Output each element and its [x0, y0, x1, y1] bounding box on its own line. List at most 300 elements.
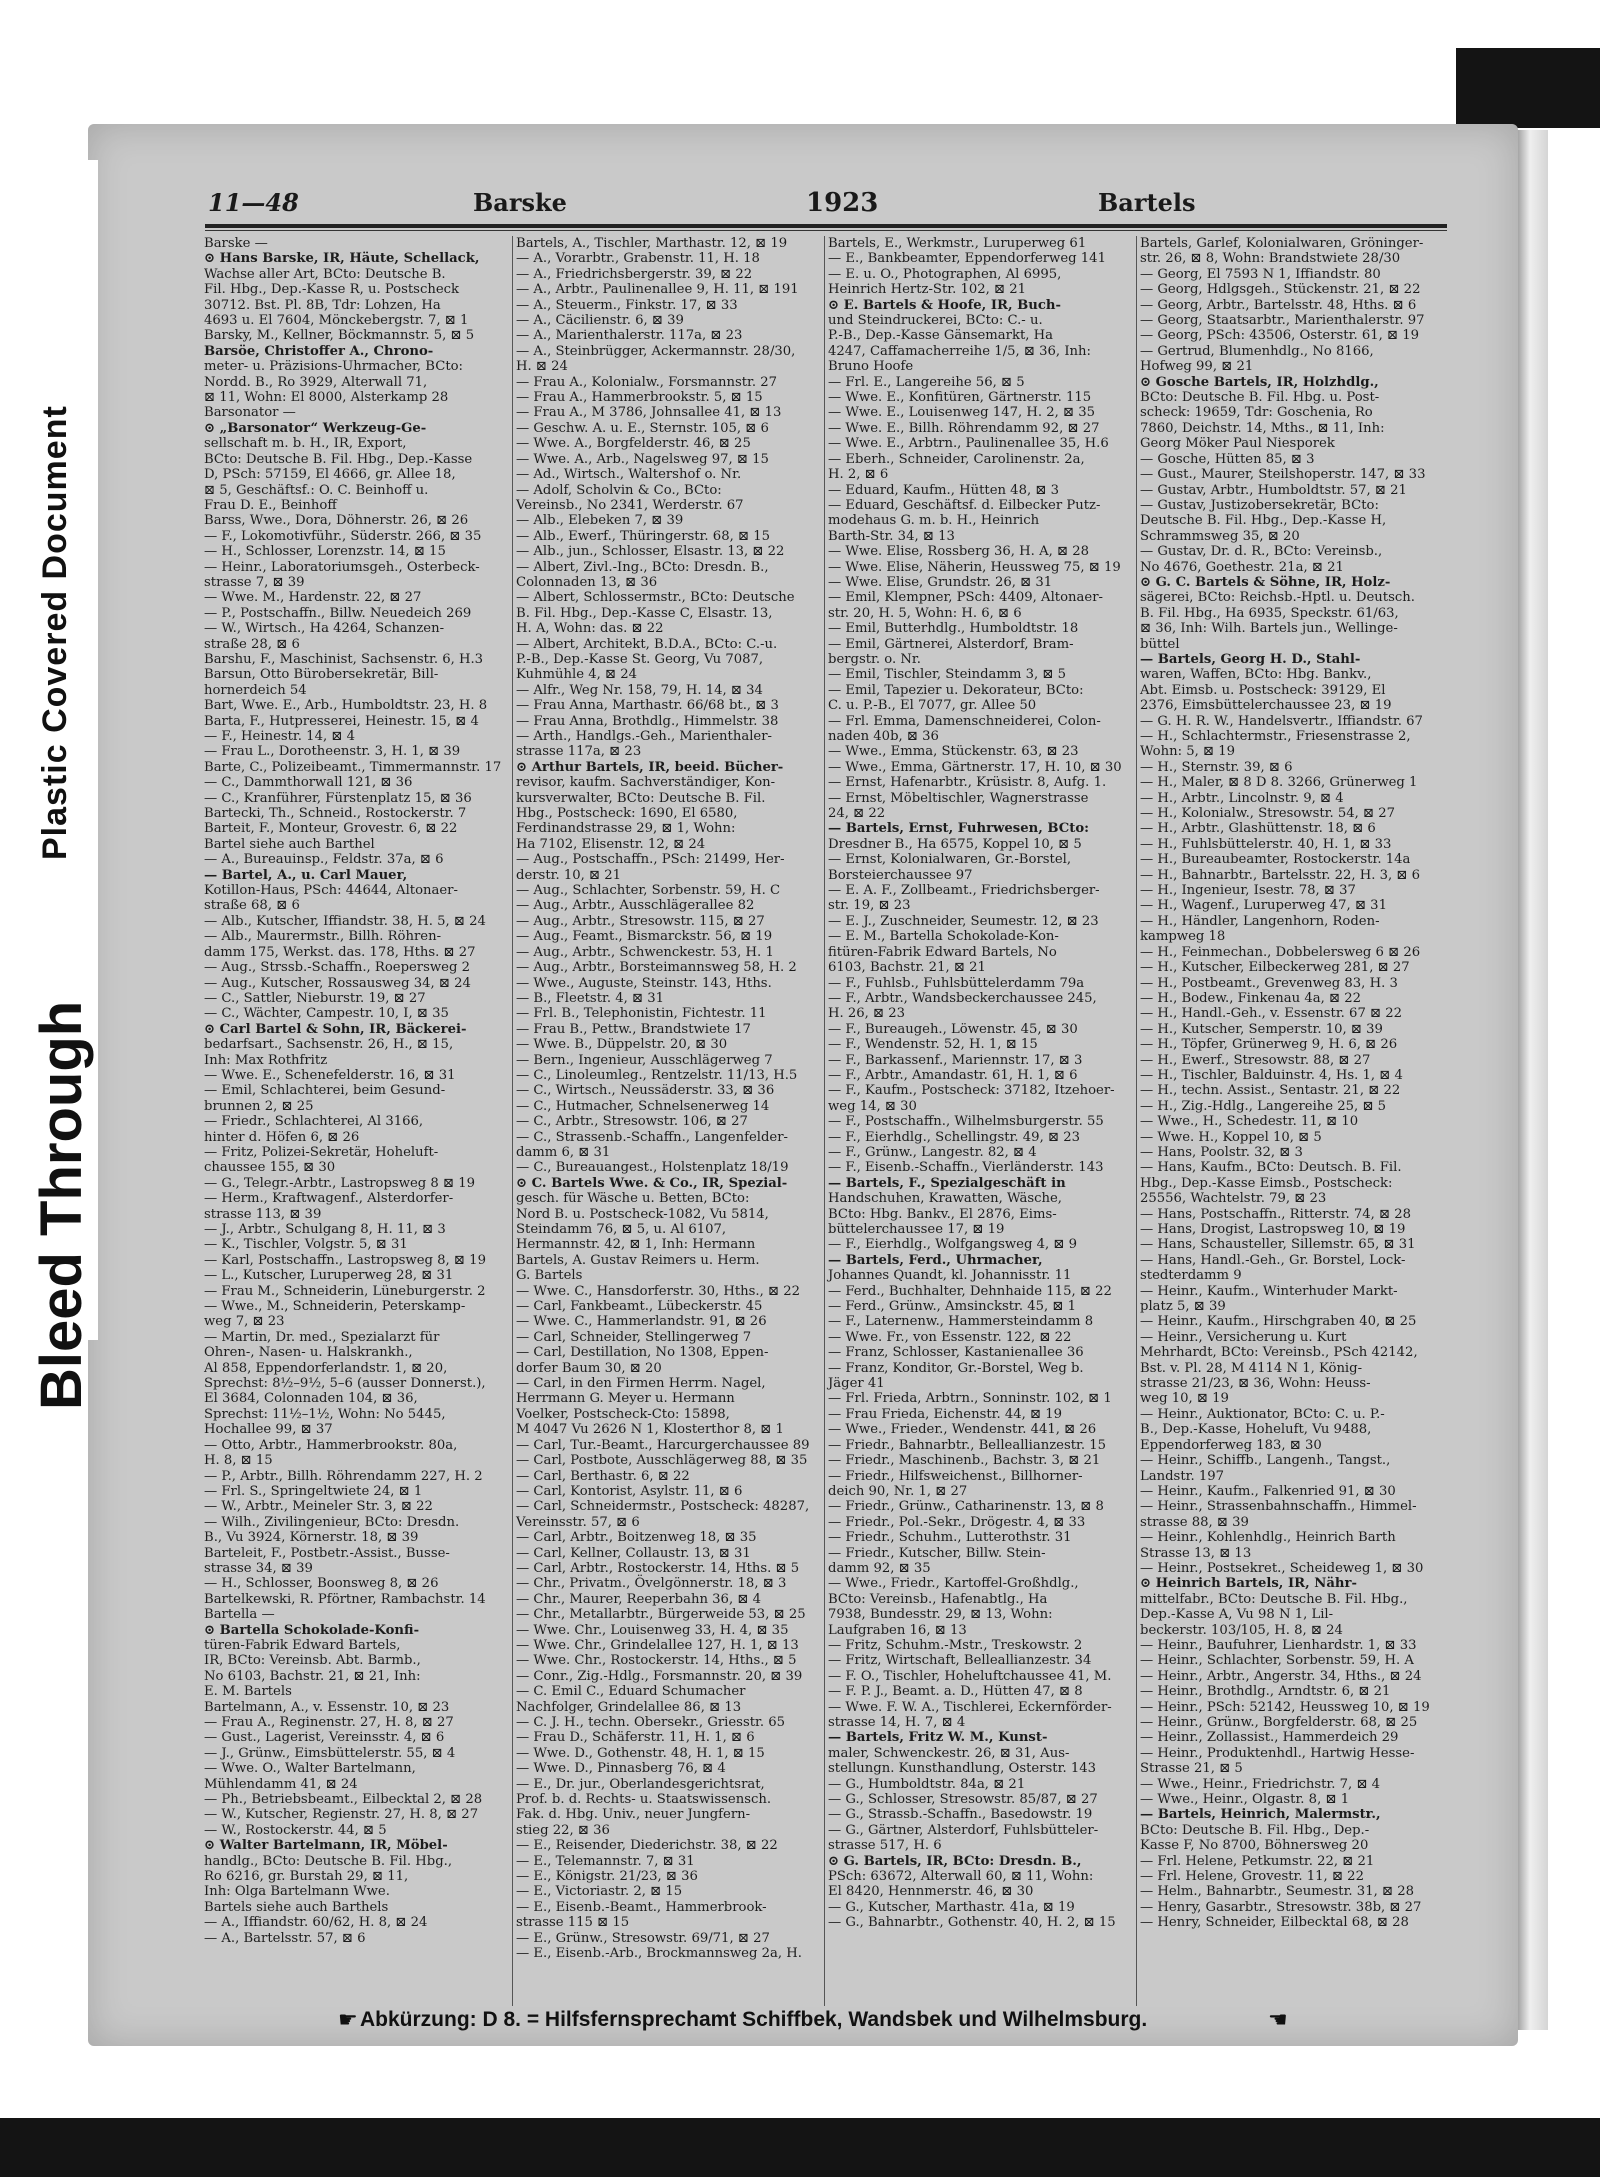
directory-entry-line: — Aug., Arbtr., Stresowstr. 115, ⊠ 27	[516, 913, 765, 929]
directory-entry-line: — W., Rostockerstr. 44, ⊠ 5	[204, 1822, 387, 1838]
directory-entry-line: Hochallee 99, ⊠ 37	[204, 1422, 333, 1438]
footer-text: Abkürzung: D 8. = Hilfsfernsprechamt Schiffbek, Wandsbek und Wilhelmsburg.	[360, 2008, 1148, 2031]
directory-entry-line: BCto: Deutsche B. Fil. Hbg., Dep.-Kasse	[204, 451, 473, 467]
directory-entry-line: strasse 14, H. 7, ⊠ 4	[828, 1715, 966, 1730]
directory-entry-line: — Frau A., M 3786, Johnsallee 41, ⊠ 13	[516, 405, 782, 421]
directory-entry-line: — Hans, Kaufm., BCto: Deutsch. B. Fil.	[1140, 1160, 1402, 1176]
directory-entry-line: BCto: Hbg. Bankv., El 2876, Eims-	[828, 1206, 1057, 1222]
directory-entry-line: Fil. Hbg., Dep.-Kasse R, u. Postscheck	[204, 282, 460, 298]
directory-entry-line: — Wwe., M., Schneiderin, Peterskamp-	[204, 1299, 466, 1315]
directory-entry-line: P.-B., Dep.-Kasse Gänsemarkt, Ha	[828, 328, 1053, 344]
directory-entry-line: — Emil, Schlachterei, beim Gesund-	[204, 1083, 446, 1099]
directory-entry-line: — J., Grünw., Eimsbüttelerstr. 55, ⊠ 4	[204, 1745, 456, 1761]
directory-entry-line: — Carl, Arbtr., Boitzenweg 18, ⊠ 35	[516, 1530, 757, 1546]
directory-entry-line: Wohn: 5, ⊠ 19	[1140, 744, 1236, 760]
directory-entry-line: — C., Wirtsch., Neussäderstr. 33, ⊠ 36	[516, 1083, 775, 1099]
directory-entry-line: ⊙ Hans Barske, IR, Häute, Schellack,	[204, 251, 480, 267]
directory-entry-line: Steindamm 76, ⊠ 5, u. Al 6107,	[516, 1222, 727, 1237]
directory-entry-line: — Chr., Metallarbtr., Bürgerweide 53, ⊠ 25	[516, 1607, 806, 1623]
directory-entry-line: — Bartels, Ferd., Uhrmacher,	[828, 1252, 1043, 1268]
directory-entry-line: — W., Kutscher, Regienstr. 27, H. 8, ⊠ 27	[204, 1807, 479, 1823]
directory-entry-line: ⊙ „Barsonator“ Werkzeug-Ge-	[204, 420, 427, 436]
directory-entry-line: — Frl. Helene, Petkumstr. 22, ⊠ 21	[1140, 1853, 1375, 1869]
directory-entry-line: — Wwe. M., Hardenstr. 22, ⊠ 27	[204, 590, 422, 606]
directory-entry-line: ⊠ 5, Geschäftsf.: O. C. Beinhoff u.	[204, 482, 429, 498]
directory-entry-line: — F., Eierhdlg., Wolfgangsweg 4, ⊠ 9	[828, 1237, 1078, 1253]
directory-entry-line: — F. P. J., Beamt. a. D., Hütten 47, ⊠ 8	[828, 1684, 1083, 1700]
directory-entry-line: — E., Victoriastr. 2, ⊠ 15	[516, 1884, 683, 1900]
directory-entry-line: — Wwe. E., Louisenweg 147, H. 2, ⊠ 35	[828, 405, 1096, 421]
directory-entry-line: H. ⊠ 24	[516, 359, 568, 375]
directory-entry-line: — Wwe. C., Hammerlandstr. 91, ⊠ 26	[516, 1314, 767, 1330]
directory-entry-line: — E. M., Bartella Schokolade-Kon-	[828, 929, 1059, 945]
directory-entry-line: — Albert, Architekt, B.D.A., BCto: C.-u.	[516, 636, 778, 652]
directory-entry-line: Landstr. 197	[1140, 1468, 1225, 1484]
directory-entry-line: — Wwe. Chr., Rostockerstr. 14, Hths., ⊠ 5	[516, 1653, 797, 1669]
directory-entry-line: — Heinr., Strassenbahnschaffn., Himmel-	[1140, 1499, 1417, 1515]
pointing-hand-right-icon: ☚	[1268, 2008, 1288, 2033]
scan-border-bottom	[0, 2118, 1600, 2177]
directory-entry-line: — A., Steuerm., Finkstr. 17, ⊠ 33	[516, 297, 738, 313]
directory-entry-line: weg 7, ⊠ 23	[204, 1314, 285, 1330]
directory-entry-line: — E. J., Zuschneider, Seumestr. 12, ⊠ 23	[828, 913, 1099, 929]
directory-entry-line: Bartella —	[204, 1607, 275, 1623]
directory-entry-line: — F. O., Tischler, Hoheluftchaussee 41, M.	[828, 1668, 1112, 1684]
directory-entry-line: — Gust., Maurer, Steilshoperstr. 147, ⊠ 33	[1140, 467, 1426, 483]
directory-entry-line: Bst. v. Pl. 28, M 4114 N 1, König-	[1140, 1360, 1363, 1376]
directory-entry-line: — C., Wächter, Campestr. 10, I, ⊠ 35	[204, 1006, 449, 1022]
directory-entry-line: — Friedr., Schlachterei, Al 3166,	[204, 1114, 424, 1130]
directory-entry-line: Mehrhardt, BCto: Vereinsb., PSch 42142,	[1140, 1345, 1418, 1361]
directory-entry-line: beckerstr. 103/105, H. 8, ⊠ 24	[1140, 1622, 1343, 1638]
directory-entry-line: Colonnaden 13, ⊠ 36	[516, 574, 658, 590]
page-edge	[1518, 130, 1548, 2030]
column-divider	[824, 236, 825, 2006]
directory-entry-line: — H., Bahnarbtr., Bartelsstr. 22, H. 3, ⊠ 6	[1140, 867, 1421, 883]
directory-entry-line: — H., Wagenf., Luruperweg 47, ⊠ 31	[1140, 898, 1387, 914]
directory-entry-line: — Wwe. A., Arb., Nagelsweg 97, ⊠ 15	[516, 451, 769, 467]
directory-entry-line: — Franz, Schlosser, Kastanienallee 36	[828, 1345, 1084, 1361]
directory-entry-line: Wachse aller Art, BCto: Deutsche B.	[204, 266, 446, 282]
directory-entry-line: — Alb., jun., Schlosser, Elsastr. 13, ⊠ 22	[516, 544, 785, 560]
directory-entry-line: — G., Telegr.-Arbtr., Lastropsweg 8 ⊠ 19	[204, 1175, 476, 1191]
directory-entry-line: — Eduard, Kaufm., Hütten 48, ⊠ 3	[828, 482, 1059, 498]
directory-entry-line: — Wwe. Fr., von Essenstr. 122, ⊠ 22	[828, 1329, 1072, 1345]
directory-entry-line: — Wwe. E., Arbtrn., Paulinenallee 35, H.6	[828, 436, 1109, 452]
directory-entry-line: — Ferd., Grünw., Amsinckstr. 45, ⊠ 1	[828, 1299, 1077, 1315]
plastic-covered-label: Plastic Covered Document	[36, 405, 74, 860]
directory-entry-line: Kasse F, No 8700, Böhnersweg 20	[1140, 1838, 1369, 1854]
directory-entry-line: 4693 u. El 7604, Mönckebergstr. 7, ⊠ 1	[204, 313, 469, 329]
directory-entry-line: — C., Arbtr., Stresowstr. 106, ⊠ 27	[516, 1114, 748, 1130]
directory-entry-line: — F., Fuhlsb., Fuhlsbüttelerdamm 79a	[828, 975, 1085, 991]
directory-entry-line: — Herm., Kraftwagenf., Alsterdorfer-	[204, 1191, 454, 1207]
directory-entry-line: — Frau B., Pettw., Brandstwiete 17	[516, 1021, 751, 1037]
directory-entry-line: — Emil, Klempner, PSch: 4409, Altonaer-	[828, 590, 1103, 606]
directory-entry-line: — H., Kutscher, Eilbeckerweg 281, ⊠ 27	[1140, 960, 1410, 976]
directory-entry-line: — Wwe., Auguste, Steinstr. 143, Hths.	[516, 975, 772, 991]
directory-entry-line: — Gustav, Dr. d. R., BCto: Vereinsb.,	[1140, 544, 1383, 560]
directory-entry-line: Ohren-, Nasen- u. Halskrankh.,	[204, 1345, 413, 1361]
directory-entry-line: — A., Marienthalerstr. 117a, ⊠ 23	[516, 328, 743, 344]
directory-entry-line: büttelerchaussee 17, ⊠ 19	[828, 1222, 1005, 1237]
directory-entry-line: Dep.-Kasse A, Vu 98 N 1, Lil-	[1140, 1607, 1334, 1623]
directory-entry-line: damm 6, ⊠ 31	[516, 1144, 611, 1160]
directory-entry-line: Bartel siehe auch Barthel	[204, 836, 375, 852]
directory-entry-line: — F., Wendenstr. 52, H. 1, ⊠ 15	[828, 1037, 1038, 1053]
directory-entry-line: El 8420, Hennmerstr. 46, ⊠ 30	[828, 1884, 1034, 1900]
directory-entry-line: Bartelmann, A., v. Essenstr. 10, ⊠ 23	[204, 1699, 450, 1715]
directory-entry-line: — Wwe. A., Borgfelderstr. 46, ⊠ 25	[516, 436, 751, 452]
directory-entry-line: — Friedr., Schuhm., Lutterothstr. 31	[828, 1530, 1072, 1546]
directory-entry-line: BCto: Deutsche B. Fil. Hbg. u. Post-	[1140, 390, 1380, 406]
directory-entry-line: — Wwe., Friedr., Kartoffel-Großhdlg.,	[828, 1576, 1079, 1592]
directory-entry-line: — J., Arbtr., Schulgang 8, H. 11, ⊠ 3	[204, 1222, 446, 1237]
directory-entry-line: — G., Bahnarbtr., Gothenstr. 40, H. 2, ⊠ 15	[828, 1915, 1116, 1931]
directory-entry-line: stieg 22, ⊠ 36	[516, 1822, 610, 1838]
directory-entry-line: — Hans, Handl.-Geh., Gr. Borstel, Lock-	[1140, 1252, 1406, 1268]
column-divider	[1136, 236, 1137, 2006]
directory-entry-line: — Carl, Fankbeamt., Lübeckerstr. 45	[516, 1299, 763, 1315]
directory-entry-line: — C. J. H., techn. Obersekr., Griesstr. 65	[516, 1715, 786, 1730]
directory-entry-line: — Georg, Arbtr., Bartelsstr. 48, Hths. ⊠ 6	[1140, 297, 1417, 313]
directory-entry-line: — E. A. F., Zollbeamt., Friedrichsberger-	[828, 883, 1100, 899]
directory-entry-line: D, PSch: 57159, El 4666, gr. Allee 18,	[204, 467, 456, 483]
directory-entry-line: chaussee 155, ⊠ 30	[204, 1160, 336, 1176]
directory-entry-line: und Steindruckerei, BCto: C.- u.	[828, 313, 1043, 329]
directory-entry-line: — Frau M., Schneiderin, Lüneburgerstr. 2	[204, 1283, 486, 1299]
directory-entry-line: — W., Wirtsch., Ha 4264, Schanzen-	[204, 621, 445, 637]
directory-entry-line: Hbg., Postscheck: 1690, El 6580,	[516, 806, 738, 822]
directory-column-4	[1140, 236, 1430, 2008]
directory-entry-line: bergstr. o. Nr.	[828, 651, 921, 667]
directory-entry-line: Inh: Max Rothfritz	[204, 1052, 328, 1068]
directory-entry-line: — Bartels, F., Spezialgeschäft in	[828, 1175, 1066, 1191]
directory-entry-line: — Wwe. Elise, Rossberg 36, H. A, ⊠ 28	[828, 544, 1089, 560]
directory-entry-line: dorfer Baum 30, ⊠ 20	[516, 1360, 662, 1376]
directory-entry-line: H. 26, ⊠ 23	[828, 1006, 906, 1022]
directory-entry-line: — Carl, Tur.-Beamt., Harcurgerchaussee 89	[516, 1437, 810, 1453]
directory-entry-line: — Wwe. D., Gothenstr. 48, H. 1, ⊠ 15	[516, 1745, 765, 1761]
directory-entry-line: Nord B. u. Postscheck-1082, Vu 5814,	[516, 1206, 769, 1222]
directory-entry-line: M 4047 Vu 2626 N 1, Klosterthor 8, ⊠ 1	[516, 1422, 784, 1438]
directory-entry-line: — Otto, Arbtr., Hammerbrookstr. 80a,	[204, 1437, 458, 1453]
directory-entry-line: — Frau Anna, Brothdlg., Himmelstr. 38	[516, 713, 779, 729]
directory-entry-line: — Frl. E., Langereihe 56, ⊠ 5	[828, 374, 1025, 390]
directory-entry-line: — C., Strassenb.-Schaffn., Langenfelder-	[516, 1129, 788, 1145]
directory-entry-line: — A., Cäcilienstr. 6, ⊠ 39	[516, 313, 684, 329]
directory-entry-line: Hofweg 99, ⊠ 21	[1140, 359, 1254, 375]
directory-entry-line: gesch. für Wäsche u. Betten, BCto:	[516, 1191, 750, 1207]
directory-entry-line: Dresdner B., Ha 6575, Koppel 10, ⊠ 5	[828, 836, 1082, 852]
directory-entry-line: stellungn. Kunsthandlung, Osterstr. 143	[828, 1761, 1097, 1777]
directory-entry-line: — Wilh., Zivilingenieur, BCto: Dresdn.	[204, 1514, 460, 1530]
directory-entry-line: — G. H. R. W., Handelsvertr., Iffiandstr. 67	[1140, 713, 1423, 729]
directory-entry-line: — Carl, Postbote, Ausschlägerweg 88, ⊠ 35	[516, 1453, 808, 1469]
directory-entry-line: derstr. 10, ⊠ 21	[516, 867, 622, 883]
directory-entry-line: — Ernst, Kolonialwaren, Gr.-Borstel,	[828, 852, 1072, 868]
directory-entry-line: — H., Maler, ⊠ 8 D 8. 3266, Grünerweg 1	[1140, 775, 1418, 791]
directory-entry-line: türen-Fabrik Edward Bartels,	[204, 1637, 401, 1653]
directory-entry-line: Bartels, A. Gustav Reimers u. Herm.	[516, 1252, 760, 1268]
directory-entry-line: — B., Fleetstr. 4, ⊠ 31	[516, 990, 665, 1006]
directory-entry-line: Barta, F., Hutpresserei, Heinestr. 15, ⊠ 4	[204, 713, 479, 729]
directory-entry-line: — Bern., Ingenieur, Ausschlägerweg 7	[516, 1052, 773, 1068]
directory-entry-line: — Heinr., Kaufm., Winterhuder Markt-	[1140, 1283, 1398, 1299]
directory-entry-line: 2376, Eimsbüttelerchaussee 23, ⊠ 19	[1140, 698, 1392, 714]
directory-entry-line: — G., Schlosser, Stresowstr. 85/87, ⊠ 27	[828, 1792, 1098, 1808]
directory-entry-line: — Eberh., Schneider, Carolinenstr. 2a,	[828, 451, 1085, 467]
directory-entry-line: B. Fil. Hbg., Dep.-Kasse C, Elsastr. 13,	[516, 605, 773, 621]
directory-entry-line: — F., Arbtr., Wandsbeckerchaussee 245,	[828, 990, 1097, 1006]
directory-entry-line: — Wwe., Emma, Stückenstr. 63, ⊠ 23	[828, 744, 1079, 760]
directory-entry-line: — E., Eisenb.-Beamt., Hammerbrook-	[516, 1899, 767, 1915]
directory-entry-line: — H., Schlosser, Lorenzstr. 14, ⊠ 15	[204, 544, 446, 560]
directory-entry-line: — Bartels, Fritz W. M., Kunst-	[828, 1730, 1048, 1746]
directory-entry-line: — Heinr., Grünw., Borgfelderstr. 68, ⊠ 25	[1140, 1715, 1418, 1730]
directory-entry-line: — Aug., Feamt., Bismarckstr. 56, ⊠ 19	[516, 929, 773, 945]
directory-entry-line: Frau D. E., Beinhoff	[204, 497, 337, 513]
directory-entry-line: damm 92, ⊠ 35	[828, 1560, 931, 1576]
directory-entry-line: — F., Kaufm., Postscheck: 37182, Itzehoer-	[828, 1083, 1115, 1099]
directory-entry-line: — Friedr., Maschinenb., Bachstr. 3, ⊠ 21	[828, 1453, 1101, 1469]
directory-entry-line: — Emil, Gärtnerei, Alsterdorf, Bram-	[828, 636, 1074, 652]
directory-entry-line: — Wwe. E., Schenefelderstr. 16, ⊠ 31	[204, 1067, 456, 1083]
directory-entry-line: 7860, Deichstr. 14, Mths., ⊠ 11, Inh:	[1140, 420, 1385, 436]
directory-entry-line: 7938, Bundesstr. 29, ⊠ 13, Wohn:	[828, 1607, 1053, 1623]
directory-entry-line: Barsonator —	[204, 405, 296, 421]
directory-entry-line: Schrammsweg 35, ⊠ 20	[1140, 528, 1300, 544]
directory-entry-line: — H., Tischler, Balduinstr. 4, Hs. 1, ⊠ 4	[1140, 1067, 1403, 1083]
directory-entry-line: — H., Fuhlsbüttelerstr. 40, H. 1, ⊠ 33	[1140, 836, 1392, 852]
directory-entry-line: — A., Friedrichsbergerstr. 39, ⊠ 22	[516, 266, 753, 282]
directory-entry-line: No 4676, Goethestr. 21a, ⊠ 21	[1140, 559, 1344, 575]
directory-entry-line: — Heinr., Versicherung u. Kurt	[1140, 1329, 1347, 1345]
directory-entry-line: strasse 115 ⊠ 15	[516, 1915, 630, 1931]
directory-entry-line: — Heinr., Auktionator, BCto: C. u. P.-	[1140, 1406, 1385, 1422]
directory-entry-line: — Karl, Postschaffn., Lastropsweg 8, ⊠ 19	[204, 1252, 486, 1268]
directory-entry-line: — C. Emil C., Eduard Schumacher	[516, 1684, 746, 1700]
scan-border-top	[1456, 48, 1600, 128]
directory-entry-line: — Heinr., PSch: 52142, Heussweg 10, ⊠ 19	[1140, 1699, 1430, 1715]
directory-entry-line: — A., Iffiandstr. 60/62, H. 8, ⊠ 24	[204, 1915, 428, 1931]
directory-entry-line: — Carl, Destillation, No 1308, Eppen-	[516, 1345, 769, 1361]
directory-entry-line: hinter d. Höfen 6, ⊠ 26	[204, 1129, 360, 1145]
directory-entry-line: handlg., BCto: Deutsche B. Fil. Hbg.,	[204, 1853, 453, 1869]
directory-entry-line: Ro 6216, gr. Burstah 29, ⊠ 11,	[204, 1869, 409, 1885]
directory-entry-line: 25556, Wachtelstr. 79, ⊠ 23	[1140, 1191, 1327, 1207]
directory-entry-line: — H., Arbtr., Lincolnstr. 9, ⊠ 4	[1140, 790, 1344, 806]
directory-entry-line: büttel	[1140, 636, 1180, 652]
directory-entry-line: — Friedr., Pol.-Sekr., Drögestr. 4, ⊠ 33	[828, 1514, 1086, 1530]
directory-entry-line: — Alb., Maurermstr., Billh. Röhren-	[204, 929, 442, 945]
directory-entry-line: sellschaft m. b. H., IR, Export,	[204, 436, 407, 452]
directory-entry-line: — F., Arbtr., Amandastr. 61, H. 1, ⊠ 6	[828, 1067, 1078, 1083]
directory-entry-line: strasse 88, ⊠ 39	[1140, 1514, 1249, 1530]
directory-entry-line: — Chr., Privatm., Övelgönnerstr. 18, ⊠ 3	[516, 1576, 787, 1592]
directory-entry-line: — C., Hutmacher, Schnelsenerweg 14	[516, 1098, 770, 1114]
directory-entry-line: Barsun, Otto Bürobersekretär, Bill-	[204, 667, 439, 683]
directory-entry-line: — H., Bureaubeamter, Rostockerstr. 14a	[1140, 852, 1411, 868]
directory-entry-line: strasse 21/23, ⊠ 36, Wohn: Heuss-	[1140, 1376, 1371, 1392]
directory-entry-line: ⊙ Carl Bartel & Sohn, IR, Bäckerei-	[204, 1021, 467, 1037]
directory-entry-line: — F., Eierhdlg., Schellingstr. 49, ⊠ 23	[828, 1129, 1080, 1145]
directory-entry-line: IR, BCto: Vereinsb. Abt. Barmb.,	[204, 1653, 421, 1669]
directory-entry-line: — P., Arbtr., Billh. Röhrendamm 227, H. 2	[204, 1468, 483, 1484]
directory-entry-line: strasse 117a, ⊠ 23	[516, 744, 642, 760]
directory-entry-line: — Carl, Arbtr., Rostockerstr. 14, Hths. ⊠ 5	[516, 1560, 800, 1576]
directory-entry-line: — Wwe. C., Hansdorferstr. 30, Hths., ⊠ 22	[516, 1283, 801, 1299]
directory-entry-line: Barss, Wwe., Dora, Döhnerstr. 26, ⊠ 26	[204, 513, 469, 529]
directory-entry-line: Bartels, E., Werkmstr., Luruperweg 61	[828, 236, 1087, 251]
directory-entry-line: — H., Zig.-Hdlg., Langereihe 25, ⊠ 5	[1140, 1098, 1387, 1114]
directory-entry-line: Bartelkewski, R. Pförtner, Rambachstr. 14	[204, 1591, 486, 1607]
directory-entry-line: E. M. Bartels	[204, 1684, 292, 1700]
directory-entry-line: damm 175, Werkst. das. 178, Hths. ⊠ 27	[204, 944, 476, 960]
directory-entry-line: 30712. Bst. Pl. 8B, Tdr: Lohzen, Ha	[204, 297, 441, 313]
directory-entry-line: — F., Bureaugeh., Löwenstr. 45, ⊠ 30	[828, 1021, 1078, 1037]
directory-entry-line: H. 8, ⊠ 15	[204, 1453, 273, 1469]
directory-entry-line: — Hans, Poolstr. 32, ⊠ 3	[1140, 1144, 1303, 1160]
directory-entry-line: revisor, kaufm. Sachverständiger, Kon-	[516, 775, 776, 791]
directory-entry-line: — Heinr., Baufuhrer, Lienhardstr. 1, ⊠ 33	[1140, 1637, 1417, 1653]
directory-entry-line: deich 90, Nr. 1, ⊠ 27	[828, 1483, 968, 1499]
directory-entry-line: — Gosche, Hütten 85, ⊠ 3	[1140, 451, 1315, 467]
directory-entry-line: — A., Steinbrügger, Ackermannstr. 28/30,	[516, 343, 796, 359]
directory-entry-line: — Albert, Schlossermstr., BCto: Deutsche	[516, 590, 795, 606]
directory-entry-line: — Wwe. E., Billh. Röhrendamm 92, ⊠ 27	[828, 420, 1100, 436]
directory-entry-line: Bruno Hoofe	[828, 359, 914, 375]
directory-entry-line: — Heinr., Kaufm., Falkenried 91, ⊠ 30	[1140, 1483, 1396, 1499]
directory-entry-line: Bartels, Garlef, Kolonialwaren, Gröninger-	[1140, 236, 1424, 251]
directory-entry-line: Vereinsstr. 57, ⊠ 6	[516, 1514, 640, 1530]
directory-entry-line: — Georg, El 7593 N 1, Iffiandstr. 80	[1140, 266, 1381, 282]
directory-entry-line: Barske —	[204, 236, 268, 251]
directory-entry-line: — Martin, Dr. med., Spezialarzt für	[204, 1329, 440, 1345]
pointing-hand-left-icon: ☛	[338, 2008, 358, 2033]
directory-entry-line: meter- u. Präzisions-Uhrmacher, BCto:	[204, 359, 463, 375]
directory-entry-line: — H., Händler, Langenhorn, Roden-	[1140, 913, 1380, 929]
directory-entry-line: — E., Grünw., Stresowstr. 69/71, ⊠ 27	[516, 1930, 770, 1946]
directory-entry-line: — Eduard, Geschäftsf. d. Eilbecker Putz-	[828, 497, 1101, 513]
directory-entry-line: — E. u. O., Photographen, Al 6995,	[828, 266, 1062, 282]
directory-entry-line: — Aug., Strssb.-Schaffn., Roepersweg 2	[204, 960, 470, 976]
directory-entry-line: No 6103, Bachstr. 21, ⊠ 21, Inh:	[204, 1668, 421, 1684]
directory-entry-line: PSch: 63672, Alterwall 60, ⊠ 11, Wohn:	[828, 1869, 1094, 1885]
directory-entry-line: ⊙ Heinrich Bartels, IR, Nähr-	[1140, 1576, 1357, 1592]
directory-entry-line: — Emil, Tischler, Steindamm 3, ⊠ 5	[828, 667, 1067, 683]
directory-entry-line: Heinrich Hertz-Str. 102, ⊠ 21	[828, 282, 1027, 298]
directory-entry-line: — Wwe., Frieder., Wendenstr. 441, ⊠ 26	[828, 1422, 1097, 1438]
bleed-through-label: Bleed Through	[29, 1000, 94, 1410]
directory-entry-line: Sprechst: 11½–1½, Wohn: No 5445,	[204, 1406, 446, 1422]
directory-entry-line: — Alb., Elebeken 7, ⊠ 39	[516, 513, 684, 529]
directory-entry-line: — Heinr., Brothdlg., Arndtstr. 6, ⊠ 21	[1140, 1684, 1391, 1700]
directory-entry-line: — Emil, Butterhdlg., Humboldtstr. 18	[828, 621, 1079, 637]
directory-entry-line: — Aug., Arbtr., Schwenckestr. 53, H. 1	[516, 944, 774, 960]
directory-entry-line: Barshu, F., Maschinist, Sachsenstr. 6, H.3	[204, 651, 484, 667]
directory-entry-line: — H., Kutscher, Semperstr. 10, ⊠ 39	[1140, 1021, 1383, 1037]
directory-entry-line: — Georg, Hdlgsgeh., Stückenstr. 21, ⊠ 22	[1140, 282, 1421, 298]
directory-entry-line: — Frau A., Reginenstr. 27, H. 8, ⊠ 27	[204, 1715, 454, 1730]
directory-entry-line: — Frl. Frieda, Arbtrn., Sonninstr. 102, ⊠ 1	[828, 1391, 1112, 1407]
directory-entry-line: — Adolf, Scholvin & Co., BCto:	[516, 482, 722, 498]
directory-entry-line: Bartels, A., Tischler, Marthastr. 12, ⊠ 19	[516, 236, 788, 251]
directory-entry-line: — Wwe. H., Koppel 10, ⊠ 5	[1140, 1129, 1322, 1145]
directory-entry-line: — Hans, Postschaffn., Ritterstr. 74, ⊠ 28	[1140, 1206, 1412, 1222]
directory-entry-line: — Wwe. B., Düppelstr. 20, ⊠ 30	[516, 1037, 728, 1053]
directory-entry-line: Vereinsb., No 2341, Werderstr. 67	[516, 497, 744, 513]
directory-entry-line: — Frau Frieda, Eichenstr. 44, ⊠ 19	[828, 1406, 1063, 1422]
header-first-entry: Barske	[473, 188, 567, 217]
directory-entry-line: — Wwe. F. W. A., Tischlerei, Eckernförder-	[828, 1699, 1112, 1715]
directory-entry-line: — Ernst, Möbeltischler, Wagnerstrasse	[828, 790, 1089, 806]
directory-entry-line: — Aug., Arbtr., Borsteimannsweg 58, H. 2	[516, 960, 797, 976]
directory-entry-line: waren, Waffen, BCto: Hbg. Bankv.,	[1140, 667, 1372, 683]
directory-entry-line: Al 858, Eppendorferlandstr. 1, ⊠ 20,	[204, 1360, 448, 1376]
directory-entry-line: — G., Strassb.-Schaffn., Basedowstr. 19	[828, 1807, 1093, 1823]
directory-entry-line: — H., Kolonialw., Stresowstr. 54, ⊠ 27	[1140, 806, 1396, 822]
directory-entry-line: — Wwe. Chr., Louisenweg 33, H. 4, ⊠ 35	[516, 1622, 789, 1638]
directory-entry-line: — Gustav, Justizobersekretär, BCto:	[1140, 497, 1379, 513]
directory-entry-line: Jäger 41	[828, 1376, 885, 1392]
directory-entry-line: str. 20, H. 5, Wohn: H. 6, ⊠ 6	[828, 605, 1022, 621]
directory-entry-line: — H., Feinmechan., Dobbelersweg 6 ⊠ 26	[1140, 944, 1421, 960]
directory-entry-line: H. A, Wohn: das. ⊠ 22	[516, 621, 664, 637]
column-divider	[512, 236, 513, 2006]
directory-entry-line: — E., Dr. jur., Oberlandesgerichtsrat,	[516, 1776, 765, 1792]
directory-entry-line: modehaus G. m. b. H., Heinrich	[828, 513, 1040, 529]
directory-entry-line: — Franz, Konditor, Gr.-Borstel, Weg b.	[828, 1360, 1084, 1376]
directory-entry-line: — Ferd., Buchhalter, Dehnhaide 115, ⊠ 22	[828, 1283, 1112, 1299]
directory-entry-line: — C., Kranführer, Fürstenplatz 15, ⊠ 36	[204, 790, 472, 806]
directory-entry-line: Nordd. B., Ro 3929, Alterwall 71,	[204, 374, 428, 390]
directory-entry-line: Johannes Quandt, kl. Johannisstr. 11	[828, 1268, 1072, 1284]
directory-entry-line: Eppendorferweg 183, ⊠ 30	[1140, 1437, 1322, 1453]
header-rule	[205, 224, 1447, 228]
directory-entry-line: Barteit, F., Monteur, Grovestr. 6, ⊠ 22	[204, 821, 458, 837]
directory-entry-line: — G., Kutscher, Marthastr. 41a, ⊠ 19	[828, 1899, 1075, 1915]
directory-entry-line: — H., Töpfer, Grünerweg 9, H. 6, ⊠ 26	[1140, 1037, 1398, 1053]
header-rule-thin	[205, 230, 1447, 231]
directory-entry-line: — Frl. Helene, Grovestr. 11, ⊠ 22	[1140, 1869, 1364, 1885]
directory-entry-line: — Frl. B., Telephonistin, Fichtestr. 11	[516, 1006, 767, 1022]
directory-entry-line: ⊙ C. Bartels Wwe. & Co., IR, Spezial-	[516, 1175, 788, 1191]
directory-entry-line: mittelfabr., BCto: Deutsche B. Fil. Hbg.,	[1140, 1591, 1408, 1607]
directory-entry-line: Handschuhen, Krawatten, Wäsche,	[828, 1191, 1062, 1207]
directory-entry-line: Kuhmühle 4, ⊠ 24	[516, 667, 638, 683]
directory-entry-line: Barsky, M., Kellner, Böckmannstr. 5, ⊠ 5	[204, 328, 475, 344]
directory-entry-line: — Friedr., Grünw., Catharinenstr. 13, ⊠ 8	[828, 1499, 1104, 1515]
directory-entry-line: — Wwe., H., Schedestr. 11, ⊠ 10	[1140, 1114, 1359, 1130]
directory-entry-line: — Wwe. E., Konfitüren, Gärtnerstr. 115	[828, 390, 1092, 406]
directory-entry-line: ⊙ Walter Bartelmann, IR, Möbel-	[204, 1838, 448, 1854]
directory-entry-line: ⊠ 11, Wohn: El 8000, Alsterkamp 28	[204, 390, 449, 406]
directory-entry-line: — Frau A., Kolonialw., Forsmannstr. 27	[516, 374, 778, 390]
directory-entry-line: — Frl. S., Springeltwiete 24, ⊠ 1	[204, 1483, 423, 1499]
directory-entry-line: — W., Arbtr., Meineler Str. 3, ⊠ 22	[204, 1499, 433, 1515]
directory-entry-line: — H., Ingenieur, Isestr. 78, ⊠ 37	[1140, 883, 1356, 899]
directory-entry-line: — Fritz, Wirtschaft, Belleallianzestr. 34	[828, 1653, 1092, 1669]
directory-entry-line: — Heinr., Produktenhdl., Hartwig Hesse-	[1140, 1745, 1415, 1761]
directory-entry-line: — Hans, Schausteller, Sillemstr. 65, ⊠ 31	[1140, 1237, 1416, 1253]
directory-entry-line: — H., Handl.-Geh., v. Essenstr. 67 ⊠ 22	[1140, 1006, 1403, 1022]
directory-entry-line: — H., Ewerf., Stresowstr. 88, ⊠ 27	[1140, 1052, 1371, 1068]
directory-entry-line: Hbg., Dep.-Kasse Eimsb., Postscheck:	[1140, 1175, 1393, 1191]
directory-entry-line: — Wwe., Heinr., Friedrichstr. 7, ⊠ 4	[1140, 1776, 1381, 1792]
directory-entry-line: — Wwe., Heinr., Olgastr. 8, ⊠ 1	[1140, 1792, 1350, 1808]
directory-entry-line: — H., Bodew., Finkenau 4a, ⊠ 22	[1140, 990, 1361, 1006]
